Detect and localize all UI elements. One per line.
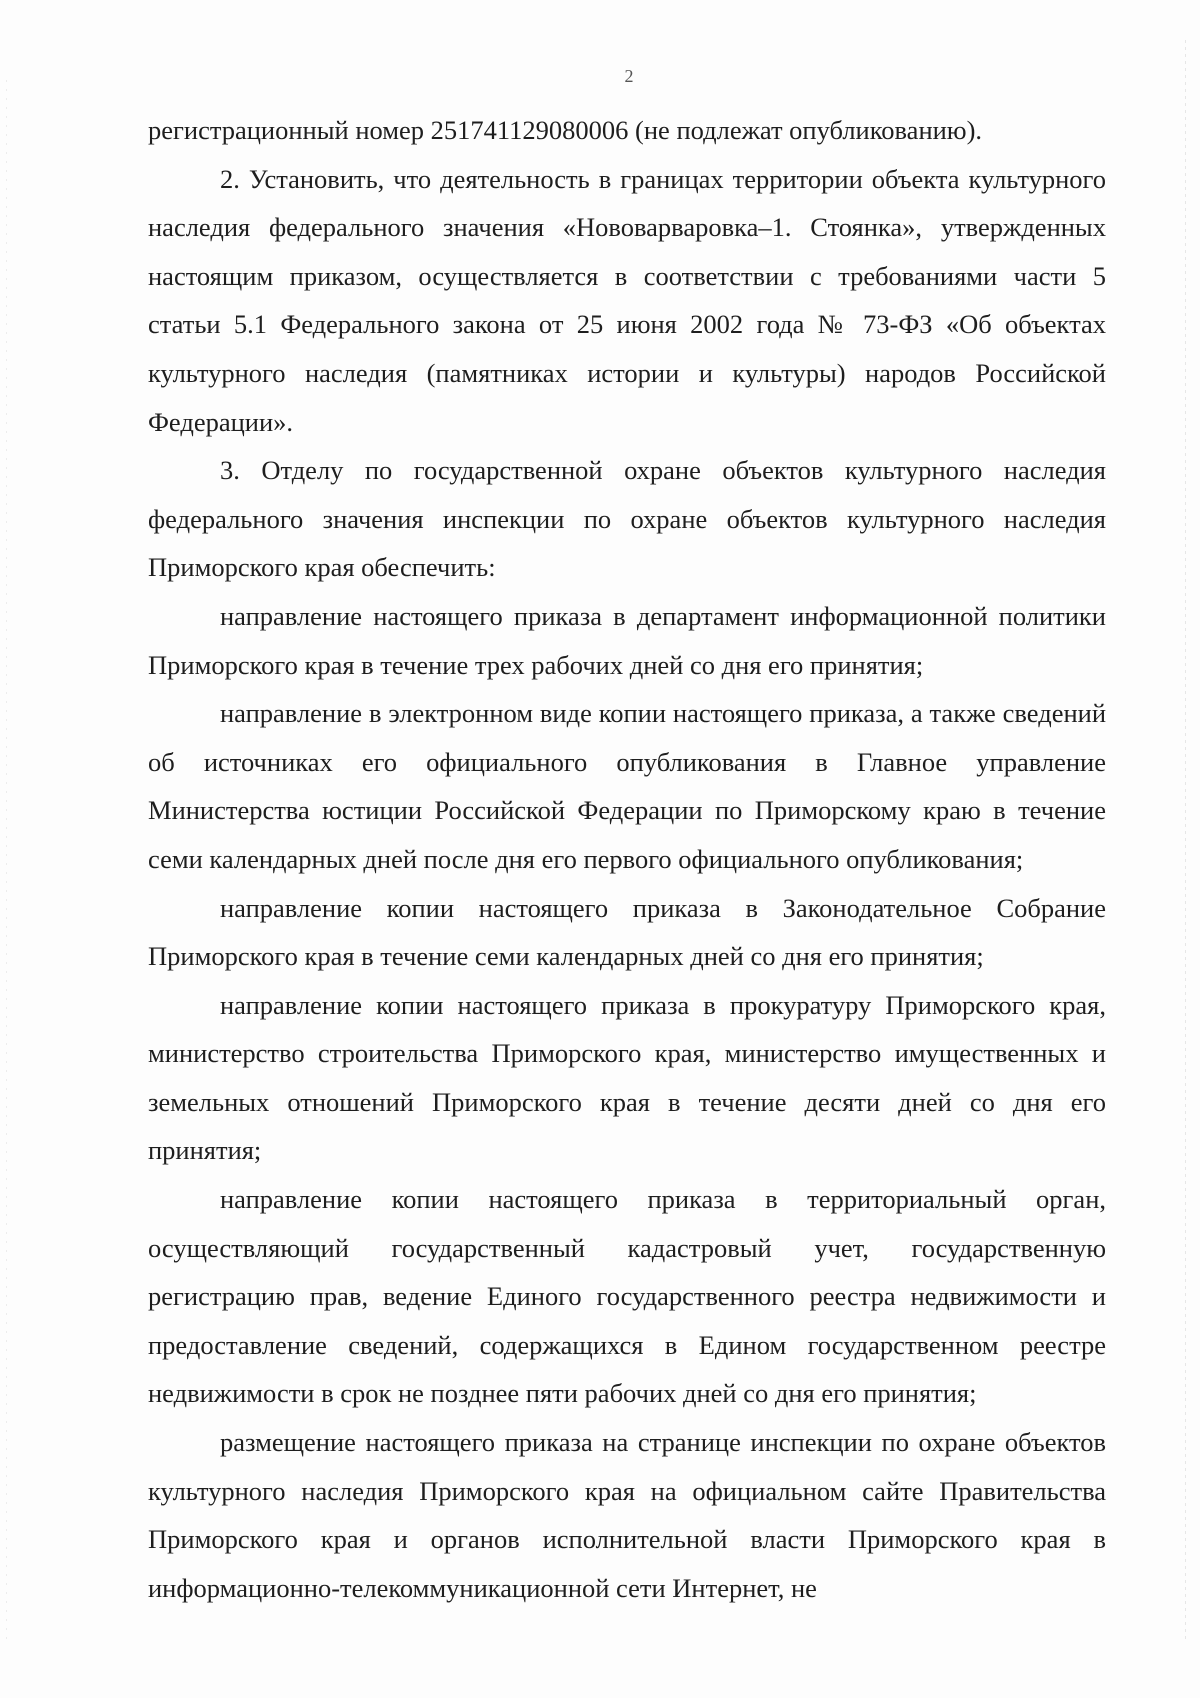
scan-edge-right [1185,40,1186,1640]
document-body [148,106,1106,1612]
paragraph-cadastral: направление копии настоящего приказа в территориальный орган, осуществляющий государственный кадастровый учет, государственную регистрацию прав, ведение Единого государственного реестра недвижимости и предоставление сведений, содержащихся в Едином государственном реестре недвижимости в срок не позднее пяти рабочих дней со дня его принятия; [148,1184,1106,1409]
scan-edge-left [6,80,7,1640]
paragraph-prosecutor: направление копии настоящего приказа в прокуратуру Приморского края, министерство строительства Приморского края, министерство имущественных и земельных отношений Приморского края в течение десяти дней со дня его принятия; [148,989,1106,1166]
paragraph-continuation: регистрационный номер 251741129080006 (не подлежат опубликованию). [148,115,983,145]
paragraph-info-policy: направление настоящего приказа в департамент информационной политики Приморского края в течение трех рабочих дней со дня его принятия; [148,600,1106,680]
paragraph-ministry-justice: направление в электронном виде копии настоящего приказа, а также сведений об источниках его официального опубликования в Главное управление Министерства юстиции Российской Федерации по Приморскому краю в течение семи календарных дней после дня его первого официального опубликования; [148,698,1106,874]
page-number: 2 [624,66,634,86]
paragraph-item-2: 2. Установить, что деятельность в границах территории объекта культурного наследия федерального значения «Нововарваровка–1. Стоянка», утвержденных настоящим приказом, осуществляется в соответствии с требованиями части 5 статьи 5.1 Федерального закона от 25 июня 2002 года № 73-ФЗ «Об объектах культурного наследия (памятниках истории и культуры) народов Российской Федерации». [148,163,1106,437]
paragraph-legislative-assembly: направление копии настоящего приказа в Законодательное Собрание Приморского края в течение семи календарных дней со дня его принятия; [148,892,1106,972]
paragraph-website: размещение настоящего приказа на странице инспекции по охране объектов культурного наследия Приморского края на официальном сайте Правительства Приморского края и органов исполнительной власти Приморского края в информационно-телекоммуникационной сети Интернет, не [148,1427,1106,1603]
paragraph-item-3: 3. Отделу по государственной охране объектов культурного наследия федерального значения инспекции по охране объектов культурного наследия Приморского края обеспечить: [148,455,1106,583]
